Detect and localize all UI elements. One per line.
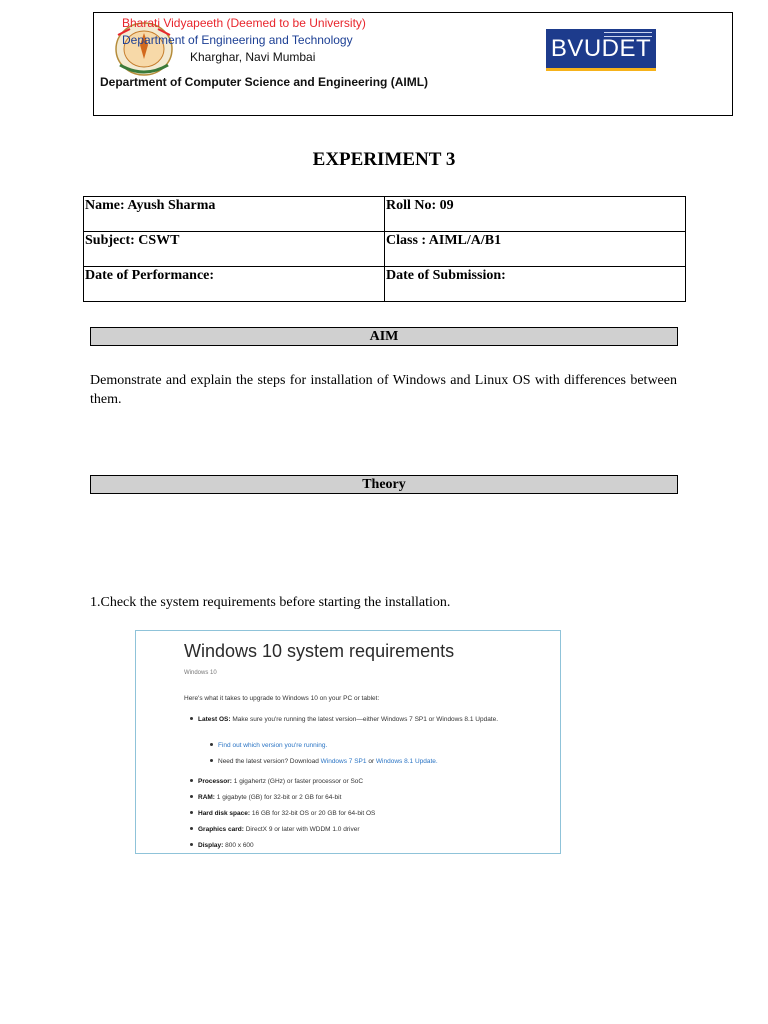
- roll-no-cell: Roll No: 09: [385, 197, 686, 232]
- windows7-sp1-link[interactable]: Windows 7 SP1: [320, 758, 367, 765]
- date-of-performance-cell: Date of Performance:: [84, 267, 385, 302]
- list-item[interactable]: [218, 741, 538, 750]
- bvudet-logo: [546, 29, 656, 71]
- bullet-icon: [190, 795, 193, 798]
- aim-heading: AIM: [90, 327, 678, 346]
- requirement-text: 16 GB for 32-bit OS or 20 GB for 64-bit OS: [251, 810, 376, 817]
- requirement-label: Latest OS:: [198, 716, 231, 723]
- table-row: [84, 197, 686, 232]
- logo-underline: [546, 68, 656, 71]
- bullet-icon: [190, 843, 193, 846]
- campus-location: Kharghar, Navi Mumbai: [190, 50, 316, 64]
- list-item: [198, 825, 518, 834]
- institution-header: [93, 12, 733, 116]
- bullet-icon: [190, 779, 193, 782]
- list-item: [198, 777, 518, 786]
- list-item: [198, 715, 518, 724]
- requirement-text: 1 gigahertz (GHz) or faster processor or SoC: [233, 778, 364, 785]
- subject-cell: Subject: CSWT: [84, 232, 385, 267]
- requirement-label: Graphics card:: [198, 826, 244, 833]
- requirement-text: 800 x 600: [225, 842, 254, 849]
- screenshot-intro: Here's what it takes to upgrade to Windows 10 on your PC or tablet:: [184, 695, 380, 702]
- student-info-table: [83, 196, 686, 302]
- screenshot-subtitle: Windows 10: [184, 670, 217, 676]
- university-name: Bharati Vidyapeeth (Deemed to be University): [122, 16, 366, 30]
- screenshot-title: Windows 10 system requirements: [184, 641, 455, 661]
- requirement-text: or: [368, 758, 375, 765]
- logo-text: BVUDET: [550, 35, 652, 62]
- bullet-icon: [190, 717, 193, 720]
- aim-text: Demonstrate and explain the steps for installation of Windows and Linux OS with differences between them.: [90, 373, 677, 407]
- requirement-text: DirectX 9 or later with WDDM 1.0 driver: [245, 826, 360, 833]
- bullet-icon: [190, 811, 193, 814]
- requirement-label: Hard disk space:: [198, 810, 251, 817]
- table-row: [84, 267, 686, 302]
- class-cell: Class : AIML/A/B1: [385, 232, 686, 267]
- requirement-label: Processor:: [198, 778, 232, 785]
- theory-heading: Theory: [90, 475, 678, 494]
- list-item: [198, 809, 518, 818]
- requirement-text: 1 gigabyte (GB) for 32-bit or 2 GB for 64-bit: [216, 794, 342, 801]
- experiment-title: EXPERIMENT 3: [312, 149, 456, 170]
- bullet-icon: [210, 743, 213, 746]
- cse-department: Department of Computer Science and Engineering (AIML): [100, 75, 429, 89]
- requirement-label: Display:: [198, 842, 224, 849]
- name-cell: Name: Ayush Sharma: [84, 197, 385, 232]
- list-item: [198, 793, 518, 802]
- engineering-department: Department of Engineering and Technology: [122, 33, 353, 47]
- find-version-link[interactable]: Find out which version you're running.: [218, 742, 328, 749]
- theory-step-1: 1.Check the system requirements before starting the installation.: [90, 595, 451, 610]
- date-of-submission-cell: Date of Submission:: [385, 267, 686, 302]
- requirement-text: Make sure you're running the latest version—either Windows 7 SP1 or Windows 8.1 Update.: [232, 716, 499, 723]
- windows-requirements-screenshot: [135, 630, 561, 854]
- requirement-text: Need the latest version? Download: [218, 758, 319, 765]
- windows81-update-link[interactable]: Windows 8.1 Update.: [375, 758, 438, 765]
- bullet-icon: [190, 827, 193, 830]
- list-item: [198, 841, 518, 850]
- table-row: [84, 232, 686, 267]
- requirement-label: RAM:: [198, 794, 215, 801]
- list-item: [218, 757, 538, 766]
- bullet-icon: [210, 759, 213, 762]
